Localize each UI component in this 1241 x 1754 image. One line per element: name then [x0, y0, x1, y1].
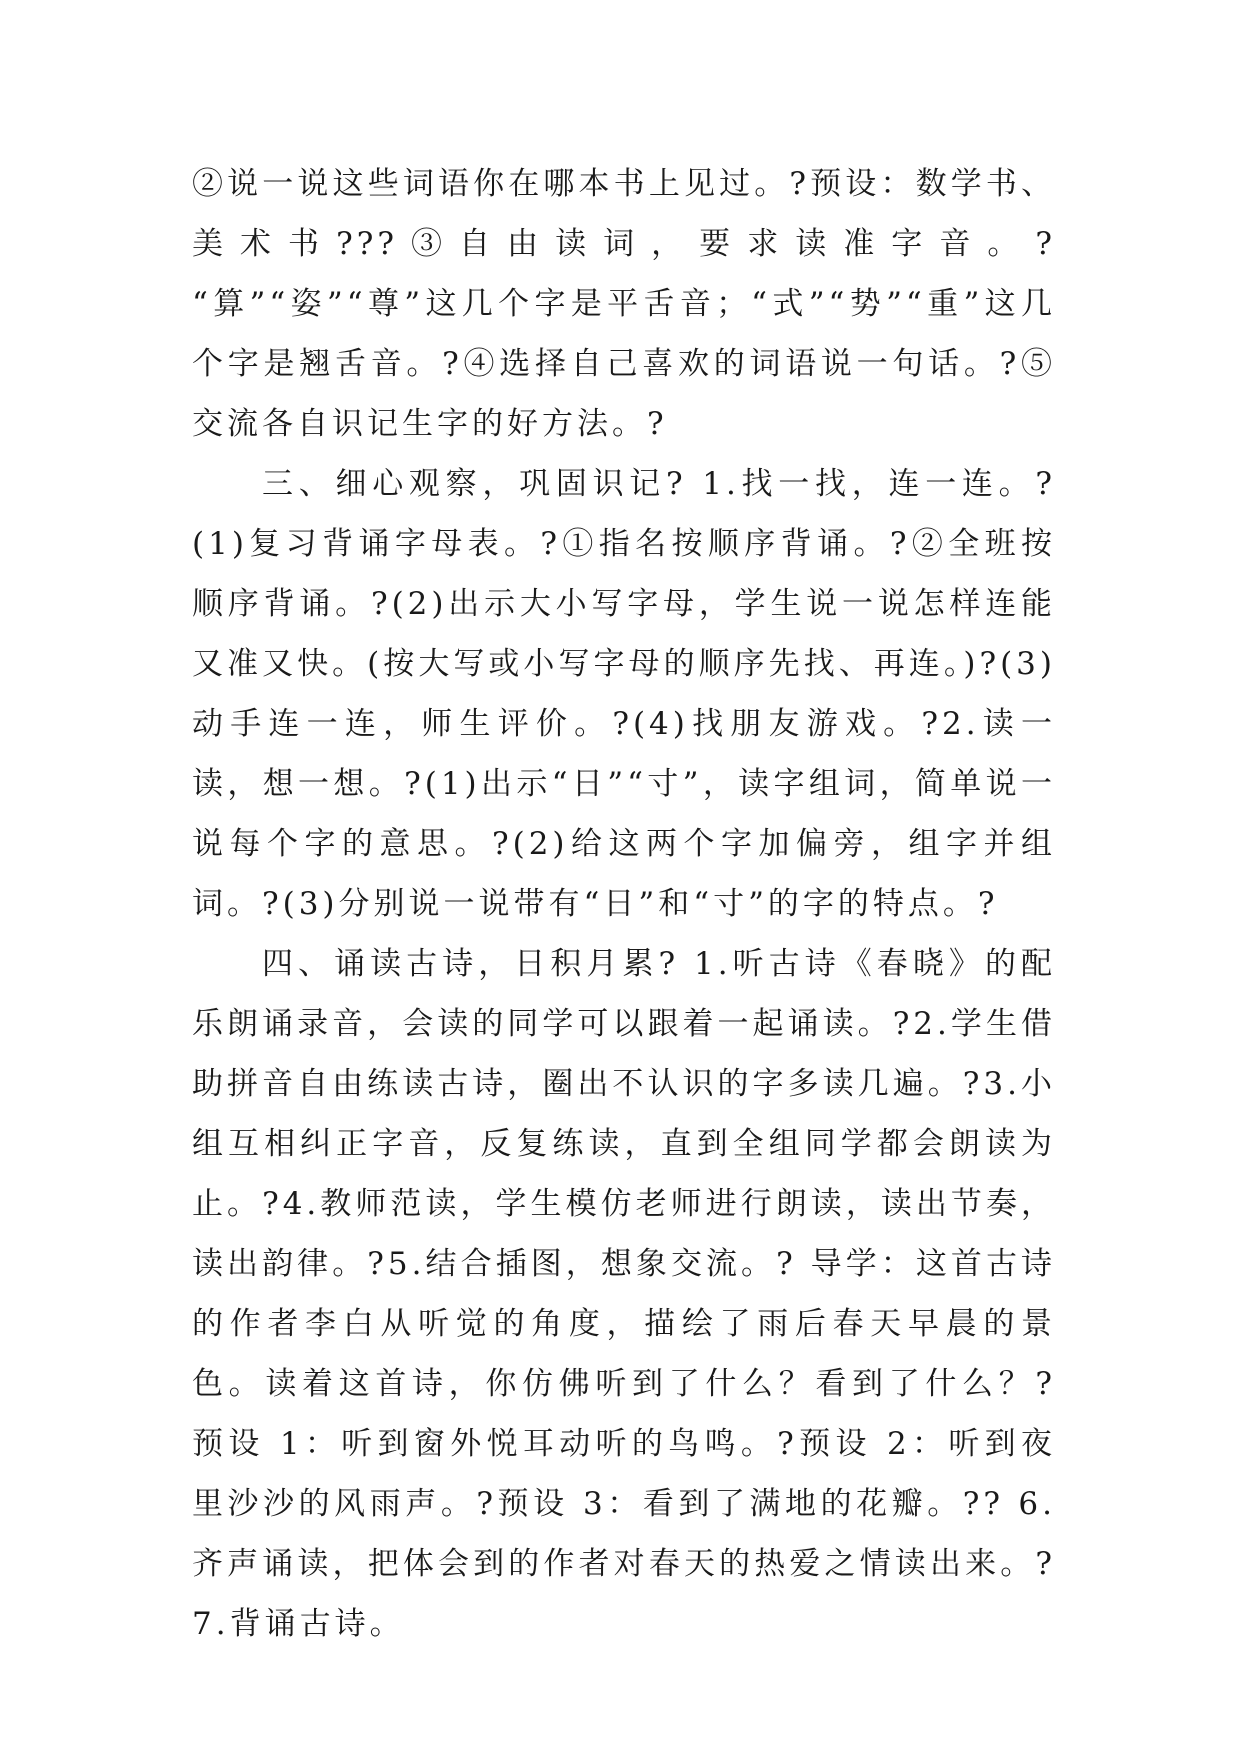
document-body	[192, 154, 1056, 1654]
paragraph-section-four: 四、诵读古诗，日积月累? 1.听古诗《春晓》的配乐朗诵录音，会读的同学可以跟着一起诵读。?2.学生借助拼音自由练读古诗，圈出不认识的字多读几遍。?3.小组互相纠正字音，反复练读，直到全组同学都会朗读为止。?4.教师范读，学生模仿老师进行朗读，读出节奏，读出韵律。?5.结合插图，想象交流。? 导学：这首古诗的作者李白从听觉的角度，描绘了雨后春天早晨的景色。读着这首诗，你仿佛听到了什么？看到了什么？? 预设 1：听到窗外悦耳动听的鸟鸣。?预设 2：听到夜里沙沙的风雨声。?预设 3：看到了满地的花瓣。?? 6.齐声诵读，把体会到的作者对春天的热爱之情读出来。?7.背诵古诗。	[192, 946, 1056, 1642]
paragraph-section-three: 三、细心观察，巩固识记? 1.找一找，连一连。?(1)复习背诵字母表。?①指名按顺序背诵。?②全班按顺序背诵。?(2)出示大小写字母，学生说一说怎样连能又准又快。(按大写或小写字母的顺序先找、再连。)?(3)动手连一连，师生评价。?(4)找朋友游戏。?2.读一读，想一想。?(1)出示“日”“寸”，读字组词，简单说一说每个字的意思。?(2)给这两个字加偏旁，组字并组词。?(3)分别说一说带有“日”和“寸”的字的特点。?	[192, 466, 1056, 922]
paragraph-word-review: ②说一说这些词语你在哪本书上见过。?预设：数学书、美术书???③自由读词，要求读准字音。? “算”“姿”“尊”这几个字是平舌音；“式”“势”“重”这几个字是翘舌音。?④选择自己喜欢的词语说一句话。?⑤交流各自识记生字的好方法。?	[192, 166, 1056, 442]
